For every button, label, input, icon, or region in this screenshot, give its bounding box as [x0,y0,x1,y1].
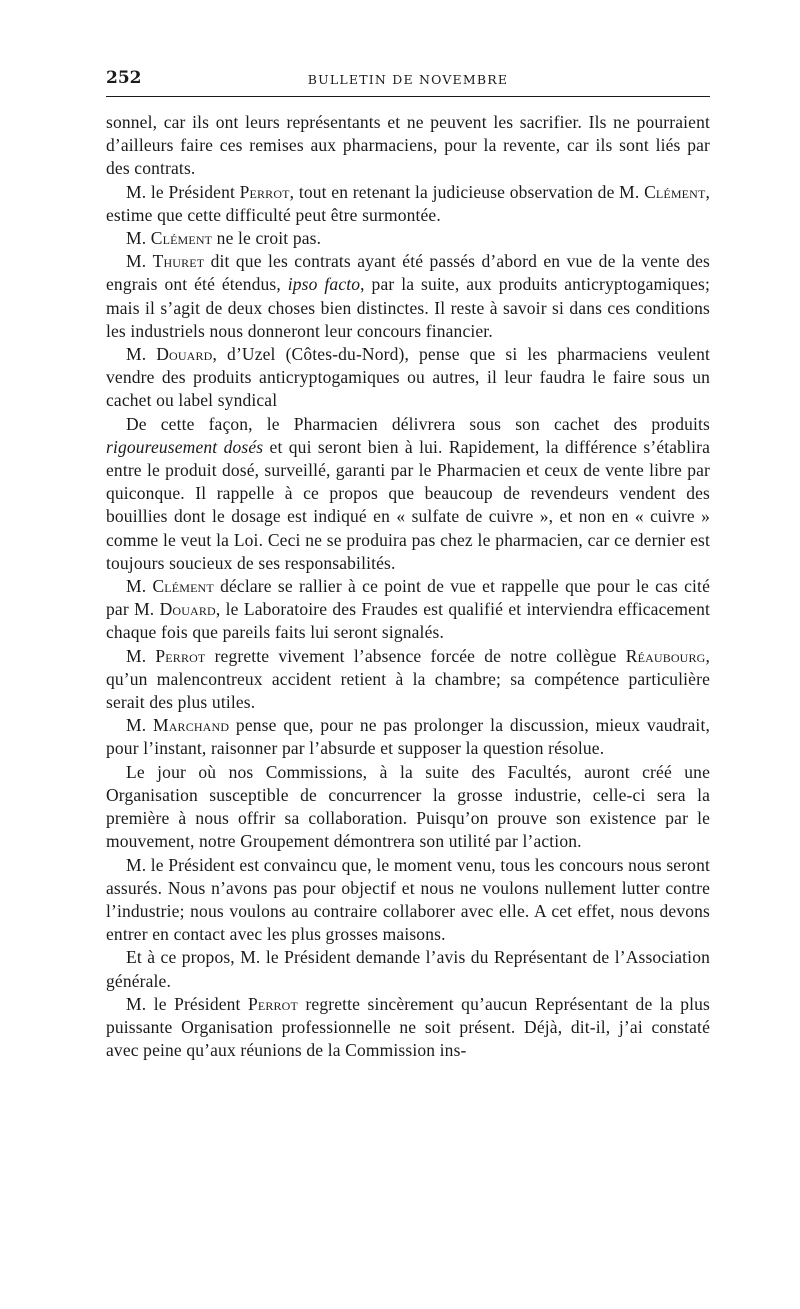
text-run: pense que, pour ne pas prolonger la discussion, mieux vaudrait, pour l’instant, raisonner par l’absurde et supposer la question résolue. [106,715,710,759]
person-name: Clément [152,576,214,597]
person-name: Clément [150,228,213,249]
paragraph [106,413,710,575]
person-name: Clément [644,181,706,202]
text-run: regrette sincèrement qu’aucun Représentant de la plus puissante Organisation professionnelle ne soit présent. Déjà, dit-il, j’ai constaté avec peine qu’aux réunions de la Commission ins- [106,993,710,1061]
text-run: M. [126,344,157,365]
text-run: dit que les contrats ayant été passés d’abord en vue de la vente des engrais ont été étendus, [106,251,711,295]
person-name: Perrot [239,181,290,202]
person-name: Perrot [155,645,206,666]
paragraph [106,575,710,645]
text-run: M. le Président [126,181,240,202]
paragraph [106,111,710,181]
text-run: , tout en retenant la judicieuse observation de M. [289,181,645,202]
text-run: , estime que cette difficulté peut être surmontée. [106,181,710,225]
paragraph [106,227,710,250]
person-name: Thuret [152,251,205,272]
paragraph [106,854,710,947]
text-run: , par la suite, aux produits anticryptogamiques; mais il s’agit de deux choses bien distinctes. Il reste à savoir si dans ces conditions les industriels nous donneront leur concours financier. [106,274,710,341]
text-run: Le jour où nos Commissions, à la suite des Facultés, auront créé une Organisation susceptible de concurrencer la grosse industrie, celle-ci sera la première à nous offrir sa collaboration. Puisqu’on prouve son existence par le mouvement, notre Groupement démontrera son utilité par l’action. [106,761,710,852]
book-page [106,62,710,1062]
paragraph [106,250,710,343]
person-name: Perrot [248,993,298,1014]
person-name: Réaubourg [625,645,706,666]
person-name: Douard [159,599,216,620]
text-run: , le Laboratoire des Fraudes est qualifié et interviendra efficacement chaque fois que pareils faits lui seront signalés. [106,599,710,643]
page-number: 252 [106,68,142,88]
italic-text: ipso facto [287,274,361,295]
paragraph [106,946,710,992]
paragraph [106,645,710,715]
text-run: M. [126,251,153,272]
text-run: M. [126,715,154,736]
text-run: M. le Président [126,993,249,1014]
running-title: BULLETIN DE NOVEMBRE [307,72,509,87]
header-rule [106,96,710,97]
text-run: M. [126,645,156,666]
text-run: Et à ce propos, M. le Président demande l’avis du Représentant de l’Association générale. [106,947,710,991]
text-run: M. [126,228,151,249]
paragraph [106,761,710,854]
text-run: M. le Président est convaincu que, le moment venu, tous les concours nous seront assurés. Nous n’avons pas pour objectif et nous ne voulons nullement lutter contre l’industrie; nous voulons au contraire collaborer avec elle. A cet effet, nous devons entrer en contact avec les plus grosses maisons. [106,854,710,945]
italic-text: rigoureusement dosés [106,436,264,457]
text-run: déclare se rallier à ce point de vue et rappelle que pour le cas cité par M. [106,576,710,620]
text-run: De cette façon, le Pharmacien délivrera sous son cachet des produits [126,413,710,434]
text-run: regrette vivement l’absence forcée de notre collègue [205,645,626,666]
body-text [106,111,710,1062]
paragraph [106,714,710,760]
text-run: ne le croit pas. [212,228,322,249]
text-run: sonnel, car ils ont leurs représentants et ne peuvent les sacrifier. Ils ne pourraient d’ailleurs faire ces remises aux pharmaciens, pour la revente, car ils sont liés par des contrats. [106,112,710,179]
paragraph [106,993,710,1063]
paragraph [106,343,710,413]
person-name: Douard [156,344,213,365]
person-name: Marchand [153,715,230,736]
page-header [106,62,710,94]
text-run: M. [126,576,153,597]
text-run: et qui seront bien à lui. Rapidement, la différence s’établira entre le produit dosé, surveillé, garanti par le Pharmacien et ceux de vente libre par quiconque. Il rappelle à ce propos que beaucoup de revendeurs vendent des bouillies dont le dosage est indiqué en « sulfate de cuivre », et non en « cuivre » comme le veut la Loi. Ceci ne se produira pas chez le pharmacien, car ce dernier est toujours soucieux de ses responsabilités. [106,436,710,573]
paragraph [106,181,710,227]
text-run: , qu’un malencontreux accident retient à la chambre; sa compétence particulière serait des plus utiles. [106,645,710,713]
text-run: , d’Uzel (Côtes-du-Nord), pense que si les pharmaciens veulent vendre des produits anticryptogamiques ou autres, il leur faudra le faire sous un cachet ou label syndical [106,344,710,411]
